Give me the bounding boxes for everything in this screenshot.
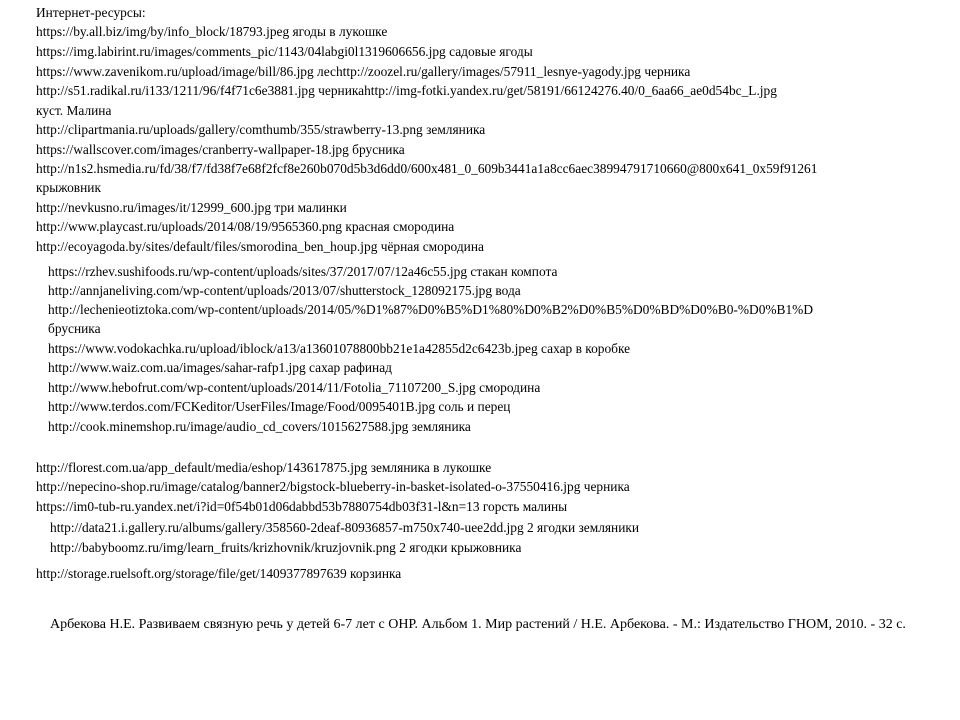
link-line[interactable]: https://wallscover.com/images/cranberry-wallpaper-18.jpg брусника xyxy=(36,142,405,157)
link-line[interactable]: http://cook.minemshop.ru/image/audio_cd_covers/1015627588.jpg земляника xyxy=(48,419,471,434)
link-line[interactable]: http://ecoyagoda.by/sites/default/files/smorodina_ben_houp.jpg чёрная смородина xyxy=(36,239,484,254)
link-line[interactable]: http://www.terdos.com/FCKeditor/UserFiles/Image/Food/0095401B.jpg соль и перец xyxy=(48,399,511,414)
link-line[interactable]: http://n1s2.hsmedia.ru/fd/38/f7/fd38f7e68f2fcf8e260b070d5b3d6dd0/600x481_0_609b3441a1a8cc6aec38994791710660@800x641_0x59f91261 xyxy=(36,161,818,176)
link-line[interactable]: http://storage.ruelsoft.org/storage/file/get/1409377897639 корзинка xyxy=(36,566,402,581)
link-line[interactable]: https://rzhev.sushifoods.ru/wp-content/uploads/sites/37/2017/07/12a46c55.jpg стакан компота xyxy=(48,264,558,279)
link-line[interactable]: http://www.waiz.com.ua/images/sahar-rafp1.jpg сахар рафинад xyxy=(48,360,392,375)
bibliographic-citation: Арбекова Н.Е. Развиваем связную речь у детей 6-7 лет с ОНР. Альбом 1. Мир растений / Н.Е. Арбекова. - М.: Издательство ГНОМ, 2010. - 32 с. xyxy=(50,617,906,632)
link-line[interactable]: https://www.zavenikom.ru/upload/image/bill/86.jpg лесhttp://zoozel.ru/gallery/images/57911_lesnye-yagody.jpg черника xyxy=(36,64,691,79)
link-line[interactable]: http://annjaneliving.com/wp-content/uploads/2013/07/shutterstock_128092175.jpg вода xyxy=(48,283,521,298)
link-line-continuation: крыжовник xyxy=(36,180,101,195)
link-line[interactable]: http://data21.i.gallery.ru/albums/gallery/358560-2deaf-80936857-m750x740-uee2dd.jpg 2 ягодки земляники xyxy=(50,520,640,535)
link-line[interactable]: http://babyboomz.ru/img/learn_fruits/krizhovnik/kruzjovnik.png 2 ягодки крыжовника xyxy=(50,540,522,555)
link-line[interactable]: http://www.playcast.ru/uploads/2014/08/19/9565360.png красная смородина xyxy=(36,219,455,234)
link-line[interactable]: https://www.vodokachka.ru/upload/iblock/a13/a13601078800bb21e1a42855d2c6423b.jpeg сахар в коробке xyxy=(48,341,631,356)
link-line[interactable]: http://s51.radikal.ru/i133/1211/96/f4f71c6e3881.jpg черникаhttp://img-fotki.yandex.ru/get/58191/66124276.40/0_6aa66_ae0d54bc_L.jpg xyxy=(36,83,777,98)
link-line[interactable]: http://lechenieotiztoka.com/wp-content/uploads/2014/05/%D1%87%D0%B5%D1%80%D0%B2%D0%B5%D0%BD%D0%B0-%D0%B1%D xyxy=(48,302,813,317)
link-line[interactable]: https://im0-tub-ru.yandex.net/i?id=0f54b01d06dabbd53b7880754db03f31-l&n=13 горсть малины xyxy=(36,499,568,514)
link-line[interactable]: http://nevkusno.ru/images/it/12999_600.jpg три малинки xyxy=(36,200,347,215)
link-line[interactable]: https://by.all.biz/img/by/info_block/18793.jpeg ягоды в лукошке xyxy=(36,24,388,39)
link-line[interactable]: http://clipartmania.ru/uploads/gallery/comthumb/355/strawberry-13.png земляника xyxy=(36,122,486,137)
resources-heading: Интернет-ресурсы: xyxy=(36,5,146,20)
link-line-continuation: куст. Малина xyxy=(36,103,112,118)
link-line-continuation: брусника xyxy=(48,321,101,336)
link-line[interactable]: http://nepecino-shop.ru/image/catalog/banner2/bigstock-blueberry-in-basket-isolated-o-37550416.jpg черника xyxy=(36,479,630,494)
link-line[interactable]: https://img.labirint.ru/images/comments_pic/1143/04labgi0l1319606656.jpg садовые ягоды xyxy=(36,44,533,59)
link-line[interactable]: http://florest.com.ua/app_default/media/eshop/143617875.jpg земляника в лукошке xyxy=(36,460,492,475)
link-line[interactable]: http://www.hebofrut.com/wp-content/uploads/2014/11/Fotolia_71107200_S.jpg смородина xyxy=(48,380,541,395)
